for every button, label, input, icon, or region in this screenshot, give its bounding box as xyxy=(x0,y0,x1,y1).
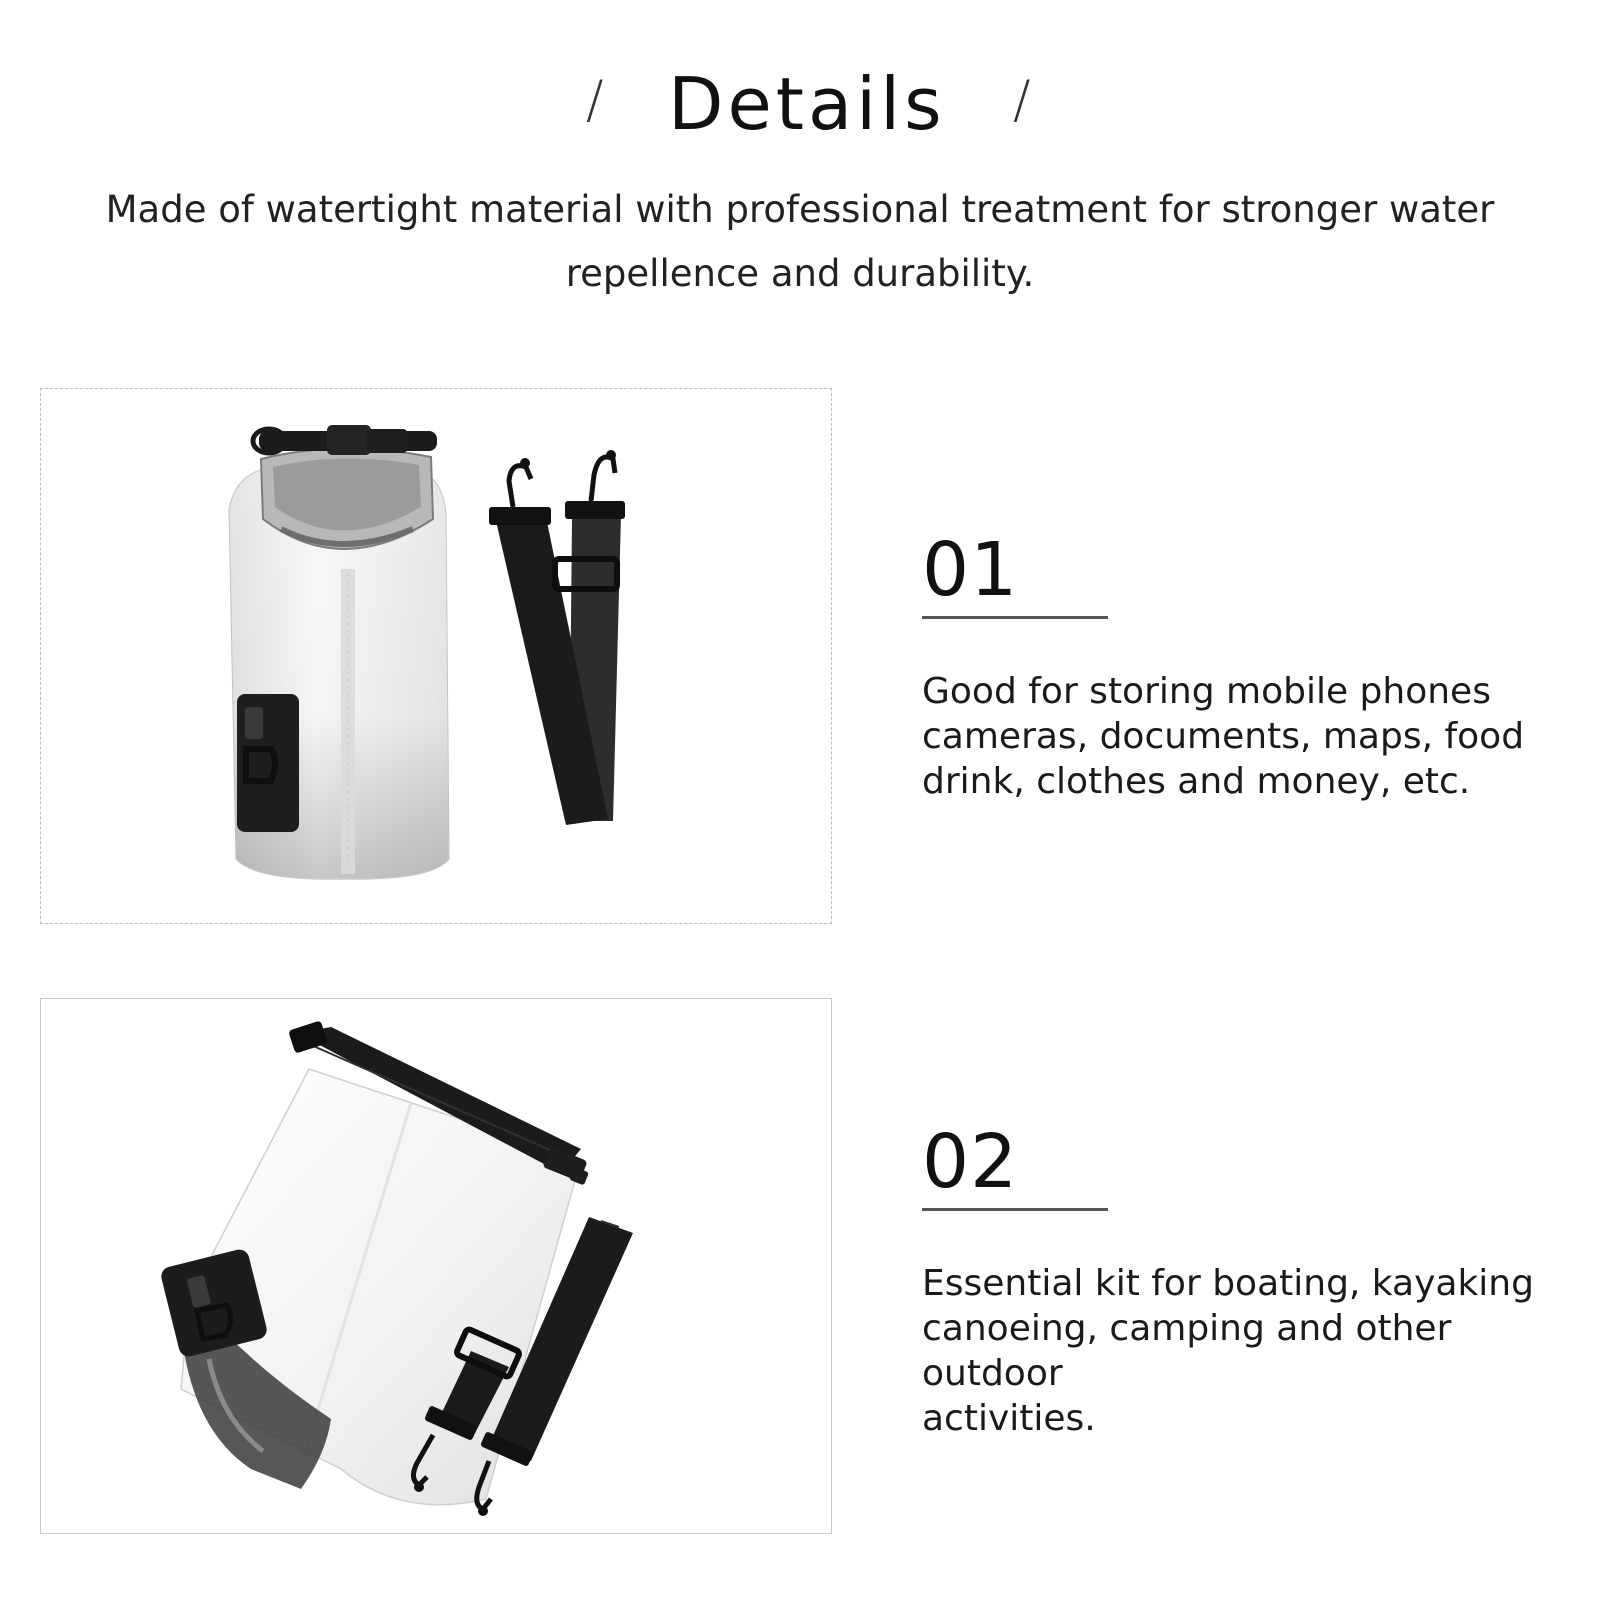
dry-bag-unrolled-photo xyxy=(41,999,830,1532)
feature-number: 01 xyxy=(922,527,1019,613)
page-title: Details xyxy=(668,62,946,146)
feature-underline xyxy=(922,1208,1108,1211)
feature-description: Good for storing mobile phones cameras, documents, maps, food drink, clothes and money, etc. xyxy=(922,671,1525,802)
product-photo-frame-1 xyxy=(40,388,832,924)
intro-description: Made of watertight material with professional treatment for stronger water repellence and durability. xyxy=(105,188,1495,295)
product-photo-frame-2 xyxy=(40,998,832,1534)
dry-bag-with-strap-photo xyxy=(41,389,830,922)
feature-1 xyxy=(922,527,1572,804)
heading-slash-left: / xyxy=(586,70,604,130)
feature-2 xyxy=(922,1119,1572,1441)
feature-description: Essential kit for boating, kayaking canoeing, camping and other outdoor activities. xyxy=(922,1263,1534,1439)
feature-underline xyxy=(922,616,1108,619)
details-heading xyxy=(0,62,1600,152)
heading-slash-right: / xyxy=(1013,70,1031,130)
feature-number: 02 xyxy=(922,1119,1019,1205)
